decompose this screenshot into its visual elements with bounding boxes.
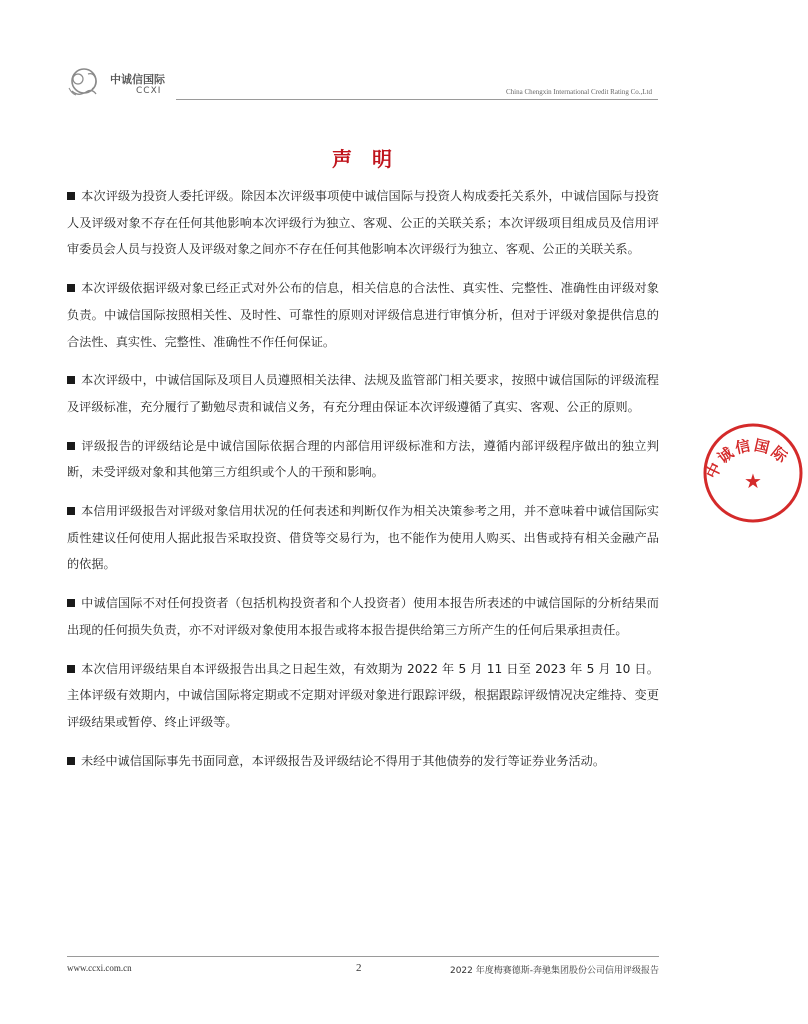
- declaration-paragraph: [67, 656, 659, 736]
- paragraph-text: 本次评级为投资人委托评级。除因本次评级事项使中诚信国际与投资人构成委托关系外，中诚信国际与投资人及评级对象不存在任何其他影响本次评级行为独立、客观、公正的关联关系；本次评级项目组成员及信用评审委员会人员与投资人及评级对象之间亦不存在任何其他影响本次评级行为独立、客观、公正的关联关系。: [67, 189, 659, 257]
- logo-english-name: CCXI: [136, 86, 162, 96]
- logo-chinese-name: 中诚信国际: [110, 73, 165, 86]
- square-bullet-icon: [67, 284, 75, 292]
- page-footer: [67, 956, 659, 976]
- paragraph-text: 未经中诚信国际事先书面同意，本评级报告及评级结论不得用于其他债券的发行等证券业务活动。: [81, 753, 606, 768]
- paragraph-text: 本次评级中，中诚信国际及项目人员遵照相关法律、法规及监管部门相关要求，按照中诚信国际的评级流程及评级标准，充分履行了勤勉尽责和诚信义务，有充分理由保证本次评级遵循了真实、客观、公正的原则。: [67, 373, 659, 414]
- company-seal-stamp: [698, 418, 808, 528]
- square-bullet-icon: [67, 442, 75, 450]
- declaration-paragraph: [67, 433, 659, 486]
- seal-star-icon: ★: [744, 469, 762, 493]
- header-divider: [176, 99, 658, 100]
- square-bullet-icon: [67, 665, 75, 673]
- ccxi-logo-icon: [66, 64, 112, 100]
- company-english-name: China Chengxin International Credit Rating Co.,Ltd: [505, 88, 652, 96]
- footer-page-number: 2: [356, 962, 362, 974]
- page-header: [66, 64, 658, 104]
- seal-text: 中诚信国际: [702, 436, 793, 482]
- square-bullet-icon: [67, 192, 75, 200]
- paragraph-text: 评级报告的评级结论是中诚信国际依据合理的内部信用评级标准和方法，遵循内部评级程序做出的独立判断，未受评级对象和其他第三方组织或个人的干预和影响。: [67, 438, 659, 480]
- square-bullet-icon: [67, 507, 75, 515]
- paragraph-text: 本信用评级报告对评级对象信用状况的任何表述和判断仅作为相关决策参考之用，并不意味着中诚信国际实质性建议任何使用人据此报告采取投资、借贷等交易行为，也不能作为使用人购买、出售或持有相关金融产品的依据。: [67, 504, 659, 572]
- square-bullet-icon: [67, 757, 75, 765]
- declaration-paragraph: [67, 367, 659, 420]
- ccxi-logo: [66, 64, 176, 100]
- footer-website: www.ccxi.com.cn: [67, 963, 132, 973]
- declaration-body: [67, 183, 659, 786]
- square-bullet-icon: [67, 376, 75, 384]
- declaration-paragraph: [67, 590, 659, 643]
- footer-report-title: 2022 年度梅赛德斯-奔驰集团股份公司信用评级报告: [449, 966, 659, 976]
- declaration-paragraph: [67, 183, 659, 263]
- declaration-paragraph: [67, 275, 659, 355]
- page-title: 声明: [332, 147, 412, 171]
- paragraph-text: 本次评级依据评级对象已经正式对外公布的信息，相关信息的合法性、真实性、完整性、准确性由评级对象负责。中诚信国际按照相关性、及时性、可靠性的原则对评级信息进行审慎分析，但对于评级对象提供信息的合法性、真实性、完整性、准确性不作任何保证。: [67, 281, 659, 349]
- declaration-paragraph: [67, 498, 659, 578]
- declaration-paragraph: [67, 748, 659, 775]
- paragraph-text: 中诚信国际不对任何投资者（包括机构投资者和个人投资者）使用本报告所表述的中诚信国际的分析结果而出现的任何损失负责，亦不对评级对象使用本报告或将本报告提供给第三方所产生的任何后果承担责任。: [67, 596, 659, 637]
- paragraph-text: 本次信用评级结果自本评级报告出具之日起生效，有效期为 2022 年 5 月 11 日至 2023 年 5 月 10 日。主体评级有效期内，中诚信国际将定期或不定期对评级对象进行跟踪评级，根据跟踪评级情况决定维持、变更评级结果或暂停、终止评级等。: [67, 661, 659, 729]
- square-bullet-icon: [67, 599, 75, 607]
